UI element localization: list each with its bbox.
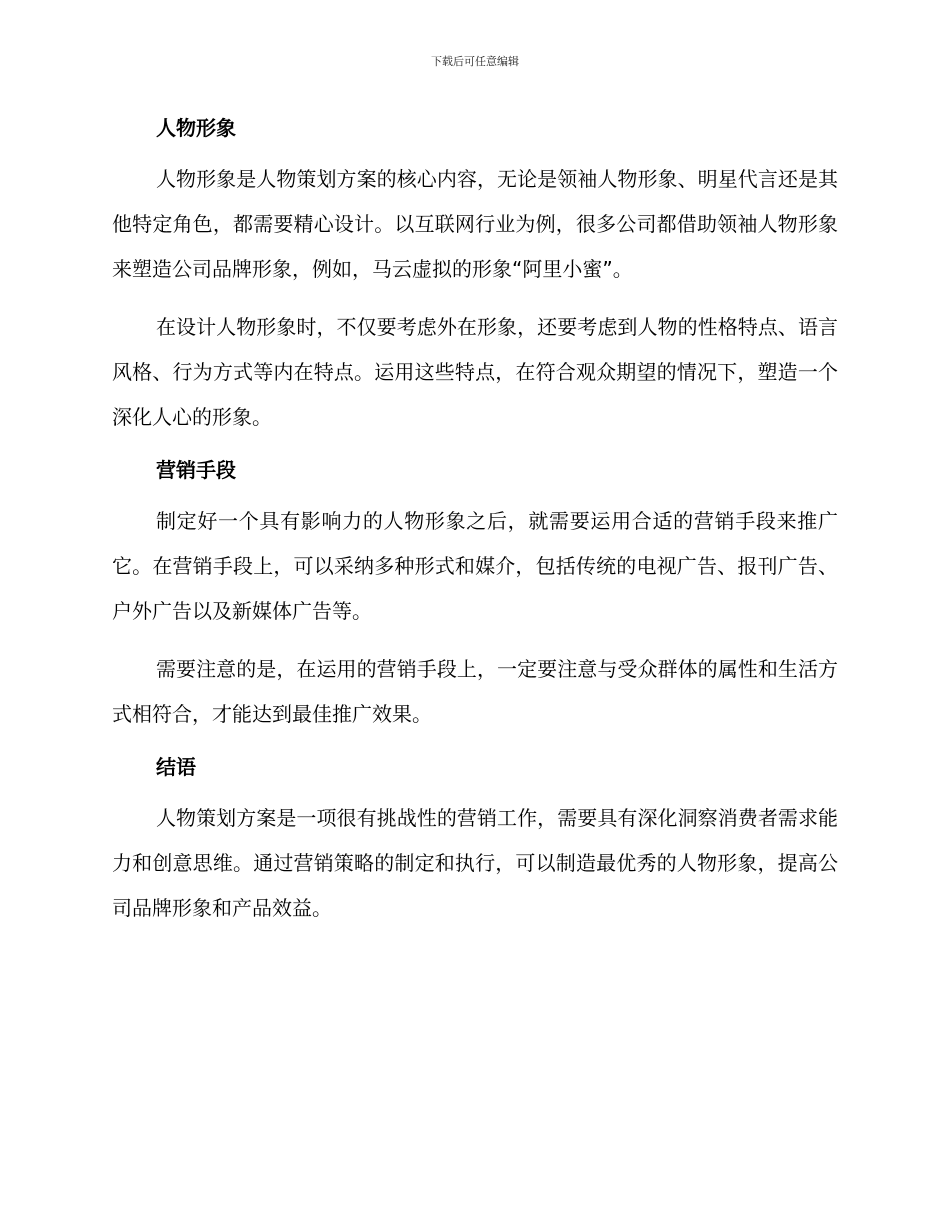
- paragraph: 需要注意的是，在运用的营销手段上，一定要注意与受众群体的属性和生活方式相符合，才能达到最佳推广效果。: [112, 657, 838, 726]
- section-heading-conclusion: 结语: [156, 755, 196, 779]
- section-heading-marketing: 营销手段: [156, 458, 236, 482]
- paragraph: 人物形象是人物策划方案的核心内容，无论是领袖人物形象、明星代言还是其他特定角色，都需要精心设计。以互联网行业为例，很多公司都借助领袖人物形象来塑造公司品牌形象，例如，马云虚拟的形象“阿里小蜜”。: [112, 167, 838, 281]
- page-header: 下载后可任意编辑: [431, 55, 519, 68]
- section-heading-character-image: 人物形象: [156, 116, 236, 140]
- paragraph: 制定好一个具有影响力的人物形象之后，就需要运用合适的营销手段来推广它。在营销手段上，可以采纳多种形式和媒介，包括传统的电视广告、报刊广告、户外广告以及新媒体广告等。: [112, 509, 838, 623]
- paragraph: 在设计人物形象时，不仅要考虑外在形象，还要考虑到人物的性格特点、语言风格、行为方式等内在特点。运用这些特点，在符合观众期望的情况下，塑造一个深化人心的形象。: [112, 315, 838, 429]
- document-body: [112, 112, 838, 931]
- paragraph: 人物策划方案是一项很有挑战性的营销工作，需要具有深化洞察消费者需求能力和创意思维。通过营销策略的制定和执行，可以制造最优秀的人物形象，提高公司品牌形象和产品效益。: [112, 806, 838, 920]
